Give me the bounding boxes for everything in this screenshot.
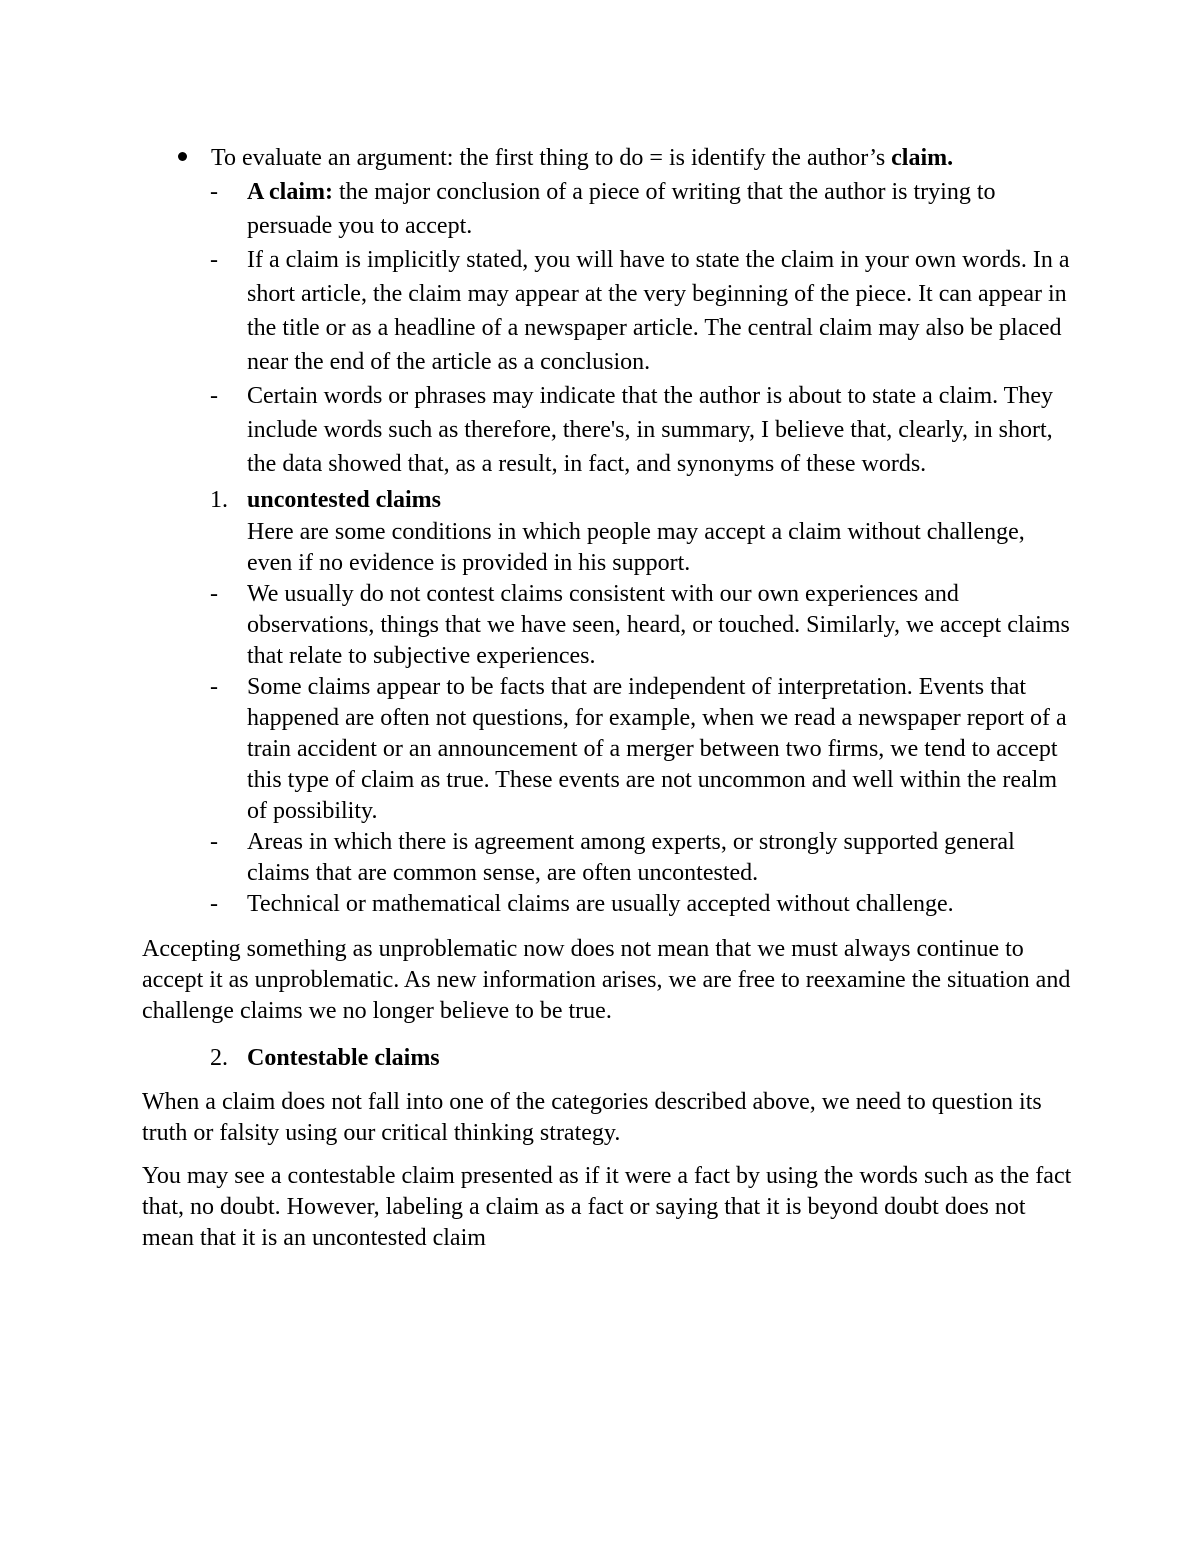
dash-marker: - xyxy=(210,383,218,409)
dash-marker: - xyxy=(210,247,218,273)
bullet-dot-icon xyxy=(178,152,187,161)
document-page xyxy=(142,141,1072,1254)
dash-marker: - xyxy=(210,891,218,917)
numbered-item-contestable xyxy=(142,1041,1072,1075)
paragraph-categories: When a claim does not fall into one of the categories described above, we need to question its truth or falsity using our critical thinking strategy. xyxy=(142,1089,1042,1146)
dash-item-text: Some claims appear to be facts that are independent of interpretation. Events that happened are often not questions, for example, when we read a newspaper report of a train accident or an announcement of a merger between two firms, we tend to accept this type of claim as true. These events are not uncommon and well within the realm of possibility. xyxy=(247,674,1067,824)
dash-item-text: Technical or mathematical claims are usually accepted without challenge. xyxy=(247,891,954,917)
dash-marker: - xyxy=(210,581,218,607)
dash-item-text: the major conclusion of a piece of writing that the author is trying to persuade you to accept. xyxy=(247,179,996,239)
dash-item-text: Areas in which there is agreement among experts, or strongly supported general claims that are common sense, are often uncontested. xyxy=(247,829,1015,886)
paragraph-contestable-fact: You may see a contestable claim presented as if it were a fact by using the words such as the fact that, no doubt. However, labeling a claim as a fact or saying that it is beyond doubt does not mean that it is an uncontested claim xyxy=(142,1163,1072,1251)
dash-item-text: We usually do not contest claims consistent with our own experiences and observations, things that we have seen, heard, or touched. Similarly, we accept claims that relate to subjective experiences. xyxy=(247,581,1070,669)
numbered-item-uncontested xyxy=(142,483,1072,517)
dash-marker: - xyxy=(210,179,218,205)
bullet-text-bold: claim. xyxy=(891,145,954,171)
dash-item-text: If a claim is implicitly stated, you will have to state the claim in your own words. In a short article, the claim may appear at the very beginning of the piece. It can appear in the title or as a headline of a newspaper article. The central claim may also be placed near the end of the article as a conclusion. xyxy=(247,247,1070,375)
paragraph-unproblematic: Accepting something as unproblematic now does not mean that we must always continue to accept it as unproblematic. As new information arises, we are free to reexamine the situation and challenge claims we no longer believe to be true. xyxy=(142,936,1071,1024)
bullet-marker xyxy=(172,141,192,175)
dash-item-claim-definition xyxy=(142,175,1072,243)
dash-item-text: Certain words or phrases may indicate that the author is about to state a claim. They include words such as therefore, there's, in summary, I believe that, clearly, in short, the data showed that, as a result, in fact, and synonyms of these words. xyxy=(247,383,1053,477)
bullet-text: To evaluate an argument: the first thing to do = is identify the author’s xyxy=(211,145,892,171)
dash-item-indicator-words xyxy=(142,379,1072,481)
dash-item-experiences xyxy=(142,579,1072,672)
dash-item-implicit-claim xyxy=(142,243,1072,379)
dash-item-facts xyxy=(142,672,1072,827)
numbered-intro: Here are some conditions in which people may accept a claim without challenge, even if no evidence is provided in his support. xyxy=(247,519,1025,576)
dash-item-experts xyxy=(142,827,1072,889)
bullet-item-evaluate-argument xyxy=(142,141,1072,175)
number-marker: 1. xyxy=(210,487,228,513)
number-marker: 2. xyxy=(210,1045,228,1071)
dash-marker: - xyxy=(210,829,218,855)
dash-item-bold: A claim: xyxy=(247,179,333,205)
numbered-heading: Contestable claims xyxy=(247,1045,440,1071)
dash-item-technical xyxy=(142,889,1072,920)
dash-marker: - xyxy=(210,674,218,700)
numbered-heading: uncontested claims xyxy=(247,487,441,513)
